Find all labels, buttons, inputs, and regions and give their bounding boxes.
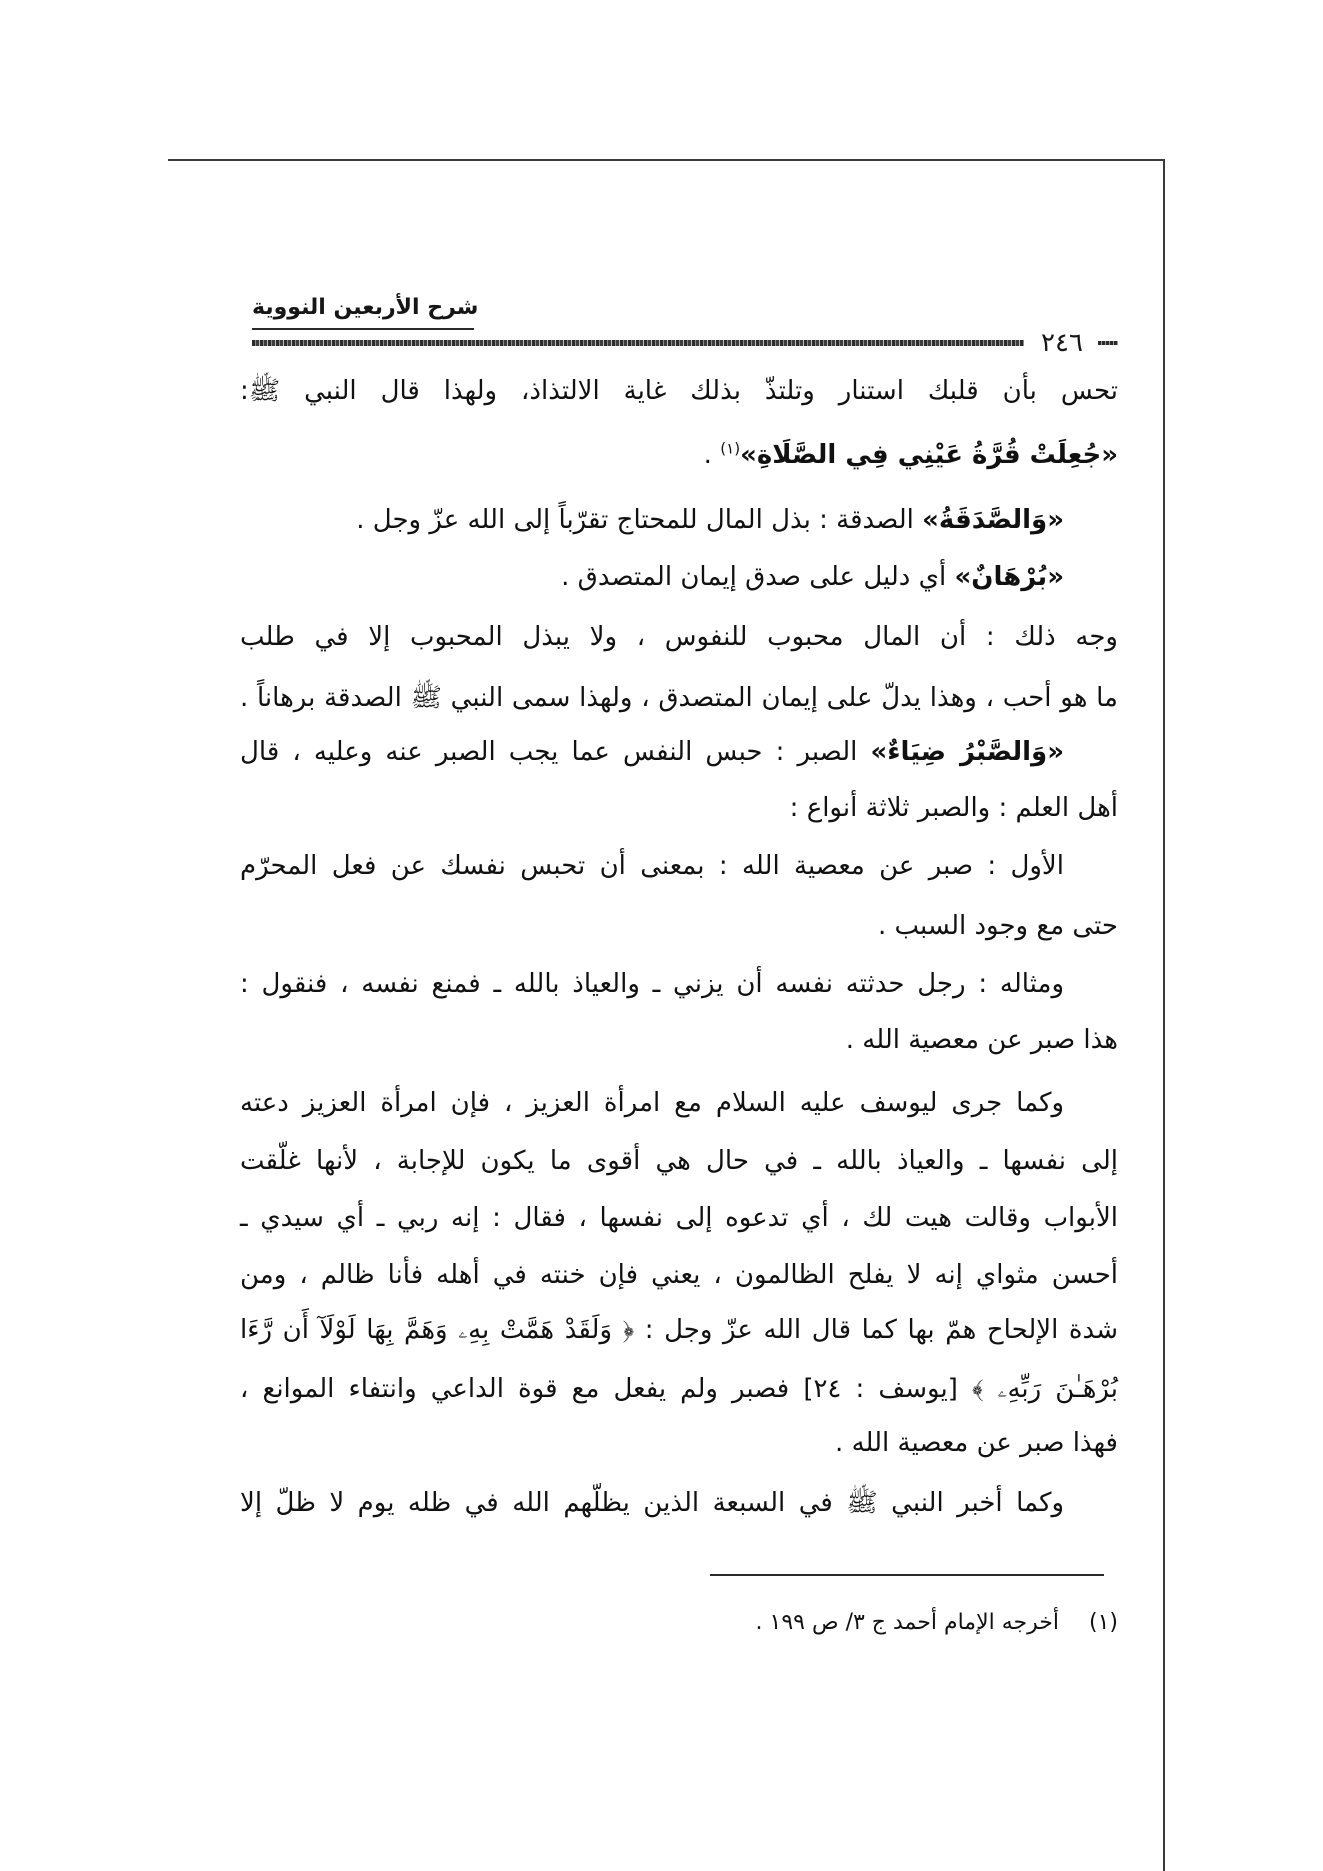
page-frame-top-rule xyxy=(168,159,1165,161)
hadith-term: «وَالصَّبْرُ ضِيَاءٌ» xyxy=(870,737,1064,767)
header-rule xyxy=(252,340,1024,346)
page-frame-right-rule xyxy=(1163,159,1165,1871)
body-line: الأبواب وقالت هيت لك ، أي تدعوه إلى نفسها ، فقال : إنه ربي ـ أي سيدي ـ xyxy=(240,1203,1118,1233)
line-text: الصبر : حبس النفس عما يجب الصبر عنه وعليه ، قال xyxy=(240,737,858,767)
body-line: فهذا صبر عن معصية الله . xyxy=(835,1428,1118,1458)
footnote-text: أخرجه الإمام أحمد ج ٣/ ص ١٩٩ . xyxy=(755,1610,1059,1635)
running-header-title: شرح الأربعين النووية xyxy=(252,295,479,320)
body-line: ومثاله : رجل حدثته نفسه أن يزني ـ والعياذ بالله ـ فمنع نفسه ، فنقول : xyxy=(240,969,1064,999)
body-line xyxy=(240,552,1118,602)
body-line: وجه ذلك : أن المال محبوب للنفوس ، ولا يبذل المحبوب إلا في طلب xyxy=(240,622,1118,652)
body-line: الأول : صبر عن معصية الله : بمعنى أن تحبس نفسك عن فعل المحرّم xyxy=(240,851,1064,881)
line-text: أي دليل على صدق إيمان المتصدق . xyxy=(561,562,947,592)
body-line: تحس بأن قلبك استنار وتلتذّ بذلك غاية الالتذاذ، ولهذا قال النبي ﷺ: xyxy=(240,376,1118,406)
body-line: وكما أخبر النبي ﷺ في السبعة الذين يظلّهم الله في ظله يوم لا ظلّ إلا xyxy=(240,1488,1064,1518)
hadith-term: «وَالصَّدَقَةُ» xyxy=(922,505,1064,535)
body-line xyxy=(240,430,1118,480)
header-title-underline xyxy=(252,328,474,330)
footnote-separator xyxy=(710,1574,1104,1576)
body-line: أحسن مثواي إنه لا يفلح الظالمون ، يعني فإن خنته في أهله فأنا ظالم ، ومن xyxy=(240,1260,1118,1290)
line-text: الصدقة : بذل المال للمحتاج تقرّباً إلى الله عزّ وجل . xyxy=(356,505,914,535)
line-text: شدة الإلحاح همّ بها كما قال الله عزّ وجل : xyxy=(644,1315,1118,1345)
line-text: [يوسف : ٢٤] فصبر ولم يفعل مع قوة الداعي وانتفاء الموانع ، xyxy=(240,1374,958,1404)
footnote-marker: (١) xyxy=(1088,1610,1118,1635)
quran-verse: ﴿ وَلَقَدْ هَمَّتْ بِهِۦ وَهَمَّ بِهَا لَوْلَآ أَن رَّءَا xyxy=(240,1315,635,1345)
footnote xyxy=(640,1603,1118,1643)
body-line xyxy=(240,727,1118,777)
page-number: ٢٤٦ xyxy=(1041,328,1083,358)
body-line: ما هو أحب ، وهذا يدلّ على إيمان المتصدق ، ولهذا سمى النبي ﷺ الصدقة برهاناً . xyxy=(240,683,1118,713)
body-line: حتى مع وجود السبب . xyxy=(877,911,1118,941)
footnote-reference: (١) xyxy=(720,439,741,458)
body-line xyxy=(240,495,1118,545)
body-line xyxy=(240,1364,1118,1414)
line-text: . xyxy=(703,440,712,470)
body-line: وكما جرى ليوسف عليه السلام مع امرأة العزيز ، فإن امرأة العزيز دعته xyxy=(240,1088,1064,1118)
body-line xyxy=(240,1305,1118,1355)
hadith-quote: «جُعِلَتْ قُرَّةُ عَيْنِي فِي الصَّلَاةِ» xyxy=(740,440,1118,470)
quran-verse: بُرْهَـٰنَ رَبِّهِۦ ﴾ xyxy=(971,1374,1118,1404)
body-line: أهل العلم : والصبر ثلاثة أنواع : xyxy=(789,793,1118,823)
body-line: إلى نفسها ـ والعياذ بالله ـ في حال هي أقوى ما يكون للإجابة ، لأنها غلّقت xyxy=(240,1146,1118,1176)
page-number-rule xyxy=(1098,341,1118,345)
body-line: هذا صبر عن معصية الله . xyxy=(845,1025,1118,1055)
hadith-term: «بُرْهَانٌ» xyxy=(954,562,1064,592)
